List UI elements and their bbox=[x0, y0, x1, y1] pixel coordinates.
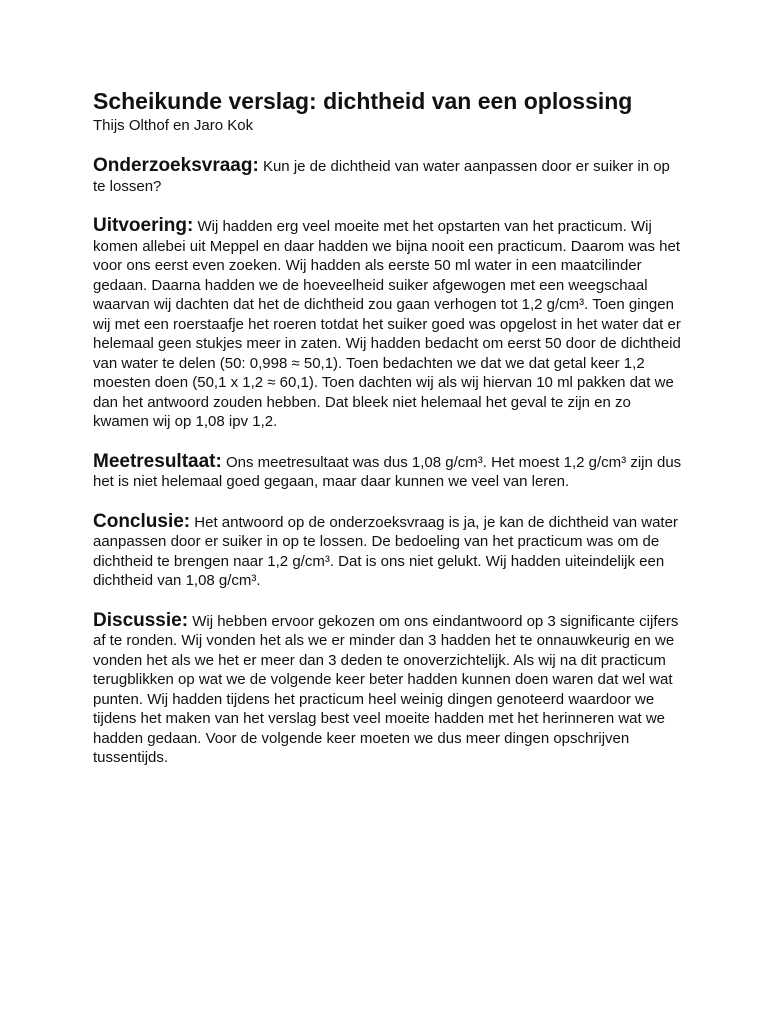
document-page bbox=[93, 86, 683, 768]
section-heading: Meetresultaat: bbox=[93, 450, 222, 472]
section-uitvoering bbox=[93, 216, 683, 432]
section-heading: Uitvoering: bbox=[93, 215, 194, 236]
section-onderzoeksvraag bbox=[93, 156, 683, 196]
section-heading: Discussie: bbox=[93, 609, 189, 631]
section-meetresultaat bbox=[93, 452, 683, 492]
section-text: Wij hebben ervoor gekozen om ons eindantwoord op 3 significante cijfers af te ronden. Wij vonden het als we er minder dan 3 hadden het te onnauwkeurig en we vonden het als we het er meer dan 3 deden te onoverzichtelijk. Als wij na dit practicum terugblikken op wat we de volgende keer beter hadden kunnen doen waren dat wel wat punten. Wij hadden tijdens het practicum heel weinig dingen genoteerd waardoor we tijdens het maken van het verslag best veel moeite hadden met het herinneren wat we hadden gedaan. Voor de volgende keer moeten we dus meer dingen opschrijven tussentijds. bbox=[93, 612, 679, 766]
section-heading: Conclusie: bbox=[93, 510, 191, 532]
section-text: Het antwoord op de onderzoeksvraag is ja, je kan de dichtheid van water aanpassen door er suiker in op te lossen. De bedoeling van het practicum was om de dichtheid te brengen naar 1,2 g/cm³. Dat is ons niet gelukt. Wij hadden uiteindelijk een dichtheid van 1,08 g/cm³. bbox=[93, 513, 678, 589]
section-text: Kun je de dichtheid van water aanpassen door er suiker in op te lossen? bbox=[93, 158, 670, 195]
document-authors: Thijs Olthof en Jaro Kok bbox=[93, 117, 254, 134]
section-conclusie bbox=[93, 512, 683, 591]
section-text: Wij hadden erg veel moeite met het opstarten van het practicum. Wij komen allebei uit Meppel en daar hadden we bijna nooit een practicum. Daarom was het voor ons eerst even zoeken. Wij hadden als eerste 50 ml water in een maatcilinder gedaan. Daarna hadden we de hoeveelheid suiker afgewogen met een weegschaal waarvan wij dachten dat het de dichtheid zou gaan verhogen tot 1,2 g/cm³. Toen gingen wij met een roerstaafje het roeren totdat het suiker goed was opgelost in het water dat er helemaal geen stukjes meer in zaten. Wij hadden bedacht om eerst 50 door de dichtheid van water te delen (50: 0,998 ≈ 50,1). Toen bedachten we dat we dat getal keer 1,2 moesten doen (50,1 x 1,2 ≈ 60,1). Toen dachten wij als wij hiervan 10 ml pakken dat we dan het antwoord zouden hebben. Dat bleek niet helemaal het geval te zijn en zo kwamen wij op 1,08 ipv 1,2. bbox=[93, 218, 681, 430]
document-title: Scheikunde verslag: dichtheid van een oplossing bbox=[93, 88, 633, 114]
section-heading: Onderzoeksvraag: bbox=[93, 155, 259, 176]
section-text: Ons meetresultaat was dus 1,08 g/cm³. Het moest 1,2 g/cm³ zijn dus het is niet helemaal goed gegaan, maar daar kunnen we veel van leren. bbox=[93, 453, 682, 490]
section-discussie bbox=[93, 611, 683, 768]
